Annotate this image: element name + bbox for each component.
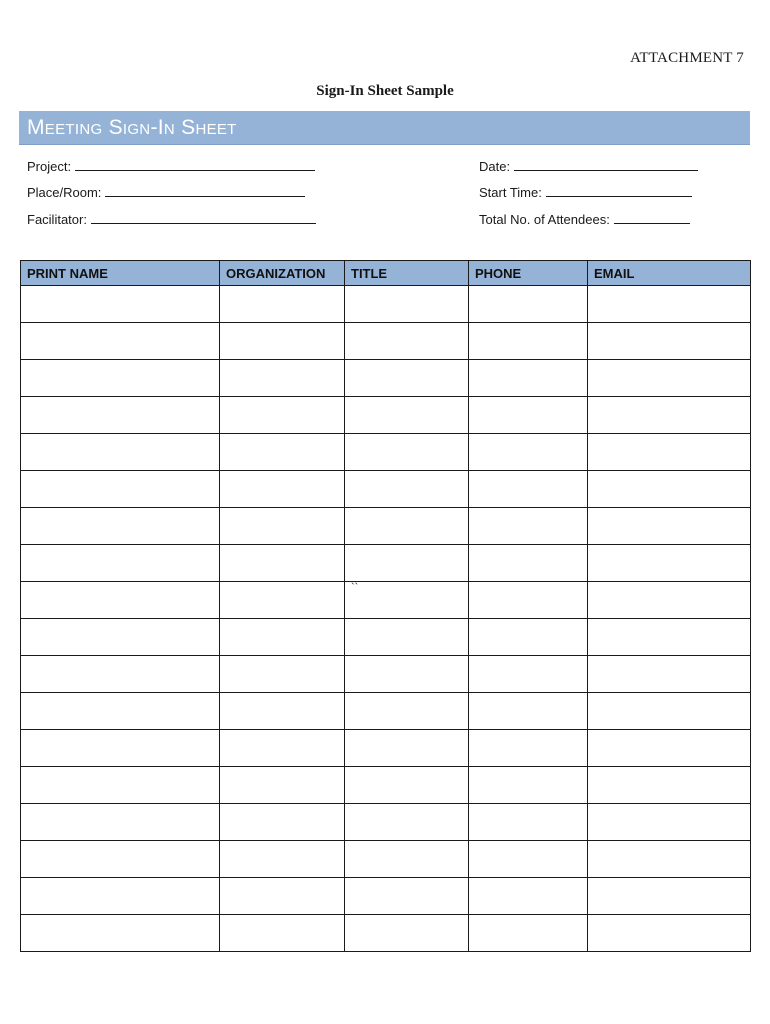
organization-cell[interactable] [220, 397, 345, 434]
table-row [21, 656, 751, 693]
organization-cell[interactable] [220, 841, 345, 878]
title-cell[interactable] [345, 471, 469, 508]
date-field[interactable] [479, 159, 698, 174]
title-cell[interactable] [345, 841, 469, 878]
table-row [21, 841, 751, 878]
print-name-cell[interactable] [21, 545, 220, 582]
email-cell[interactable] [588, 693, 751, 730]
print-name-cell[interactable] [21, 804, 220, 841]
title-cell[interactable] [345, 545, 469, 582]
column-header-print-name: PRINT NAME [21, 261, 220, 286]
organization-cell[interactable] [220, 508, 345, 545]
table-row [21, 286, 751, 323]
email-cell[interactable] [588, 804, 751, 841]
organization-cell[interactable] [220, 286, 345, 323]
banner-title: Meeting Sign-In Sheet [27, 115, 237, 139]
organization-cell[interactable] [220, 545, 345, 582]
stray-mark: `` [351, 582, 359, 594]
title-cell[interactable] [345, 878, 469, 915]
table-row [21, 471, 751, 508]
print-name-cell[interactable] [21, 582, 220, 619]
email-cell[interactable] [588, 434, 751, 471]
project-field[interactable] [27, 159, 315, 174]
email-cell[interactable] [588, 619, 751, 656]
phone-cell[interactable] [469, 841, 588, 878]
project-label: Project: [27, 159, 72, 174]
email-cell[interactable] [588, 508, 751, 545]
table-row [21, 397, 751, 434]
print-name-cell[interactable] [21, 767, 220, 804]
email-cell[interactable] [588, 656, 751, 693]
table-row [21, 730, 751, 767]
attendees-field[interactable] [479, 212, 690, 227]
email-cell[interactable] [588, 471, 751, 508]
print-name-cell[interactable] [21, 471, 220, 508]
title-cell[interactable] [345, 730, 469, 767]
place-room-label: Place/Room: [27, 185, 102, 200]
date-label: Date: [479, 159, 511, 174]
attendees-blank-line[interactable] [614, 213, 690, 224]
email-cell[interactable] [588, 878, 751, 915]
organization-cell[interactable] [220, 656, 345, 693]
table-row [21, 804, 751, 841]
print-name-cell[interactable] [21, 619, 220, 656]
table-row [21, 619, 751, 656]
attendees-label: Total No. of Attendees: [479, 212, 610, 227]
title-cell[interactable] [345, 397, 469, 434]
email-cell[interactable] [588, 323, 751, 360]
column-header-phone: PHONE [469, 261, 588, 286]
organization-cell[interactable] [220, 767, 345, 804]
phone-cell[interactable] [469, 286, 588, 323]
title-cell[interactable] [345, 323, 469, 360]
phone-cell[interactable] [469, 360, 588, 397]
place-room-blank-line[interactable] [105, 186, 305, 197]
email-cell[interactable] [588, 915, 751, 952]
email-cell[interactable] [588, 841, 751, 878]
organization-cell[interactable] [220, 360, 345, 397]
phone-cell[interactable] [469, 693, 588, 730]
organization-cell[interactable] [220, 582, 345, 619]
print-name-cell[interactable] [21, 434, 220, 471]
email-cell[interactable] [588, 582, 751, 619]
sign-in-table [20, 260, 751, 952]
organization-cell[interactable] [220, 434, 345, 471]
phone-cell[interactable] [469, 767, 588, 804]
print-name-cell[interactable] [21, 397, 220, 434]
title-cell[interactable] [345, 619, 469, 656]
title-cell[interactable] [345, 804, 469, 841]
print-name-cell[interactable] [21, 360, 220, 397]
title-cell[interactable] [345, 767, 469, 804]
table-row [21, 915, 751, 952]
email-cell[interactable] [588, 286, 751, 323]
table-row [21, 360, 751, 397]
document-title: Sign-In Sheet Sample [316, 83, 454, 99]
organization-cell[interactable] [220, 693, 345, 730]
organization-cell[interactable] [220, 730, 345, 767]
title-cell[interactable] [345, 434, 469, 471]
attachment-label: ATTACHMENT 7 [630, 50, 744, 66]
table-header-row [21, 261, 751, 286]
print-name-cell[interactable] [21, 323, 220, 360]
facilitator-field[interactable] [27, 212, 316, 227]
title-cell[interactable] [345, 915, 469, 952]
email-cell[interactable] [588, 767, 751, 804]
print-name-cell[interactable] [21, 841, 220, 878]
organization-cell[interactable] [220, 804, 345, 841]
email-cell[interactable] [588, 360, 751, 397]
table-row [21, 508, 751, 545]
table-row [21, 693, 751, 730]
print-name-cell[interactable] [21, 508, 220, 545]
start-time-label: Start Time: [479, 185, 542, 200]
table-row [21, 767, 751, 804]
place-room-field[interactable] [27, 185, 305, 200]
table-row [21, 582, 751, 619]
phone-cell[interactable] [469, 471, 588, 508]
phone-cell[interactable] [469, 323, 588, 360]
organization-cell[interactable] [220, 619, 345, 656]
phone-cell[interactable] [469, 619, 588, 656]
title-cell[interactable] [345, 360, 469, 397]
column-header-organization: ORGANIZATION [220, 261, 345, 286]
table-row [21, 323, 751, 360]
facilitator-blank-line[interactable] [91, 213, 316, 224]
column-header-title: TITLE [345, 261, 469, 286]
phone-cell[interactable] [469, 730, 588, 767]
organization-cell[interactable] [220, 915, 345, 952]
print-name-cell[interactable] [21, 286, 220, 323]
phone-cell[interactable] [469, 508, 588, 545]
organization-cell[interactable] [220, 471, 345, 508]
date-blank-line[interactable] [514, 160, 698, 171]
table-row [21, 434, 751, 471]
print-name-cell[interactable] [21, 730, 220, 767]
title-cell[interactable] [345, 693, 469, 730]
project-blank-line[interactable] [75, 160, 315, 171]
phone-cell[interactable] [469, 804, 588, 841]
print-name-cell[interactable] [21, 693, 220, 730]
organization-cell[interactable] [220, 323, 345, 360]
phone-cell[interactable] [469, 656, 588, 693]
start-time-field[interactable] [479, 185, 692, 200]
column-header-email: EMAIL [588, 261, 751, 286]
phone-cell[interactable] [469, 878, 588, 915]
title-cell[interactable] [345, 656, 469, 693]
print-name-cell[interactable] [21, 915, 220, 952]
table-row [21, 878, 751, 915]
print-name-cell[interactable] [21, 656, 220, 693]
title-cell[interactable] [345, 286, 469, 323]
phone-cell[interactable] [469, 582, 588, 619]
title-cell[interactable] [345, 582, 469, 619]
facilitator-label: Facilitator: [27, 212, 87, 227]
email-cell[interactable] [588, 397, 751, 434]
phone-cell[interactable] [469, 397, 588, 434]
title-cell[interactable] [345, 508, 469, 545]
phone-cell[interactable] [469, 545, 588, 582]
email-cell[interactable] [588, 730, 751, 767]
print-name-cell[interactable] [21, 878, 220, 915]
phone-cell[interactable] [469, 915, 588, 952]
table-row [21, 545, 751, 582]
sheet-banner [19, 111, 750, 145]
phone-cell[interactable] [469, 434, 588, 471]
email-cell[interactable] [588, 545, 751, 582]
start-time-blank-line[interactable] [546, 186, 692, 197]
organization-cell[interactable] [220, 878, 345, 915]
